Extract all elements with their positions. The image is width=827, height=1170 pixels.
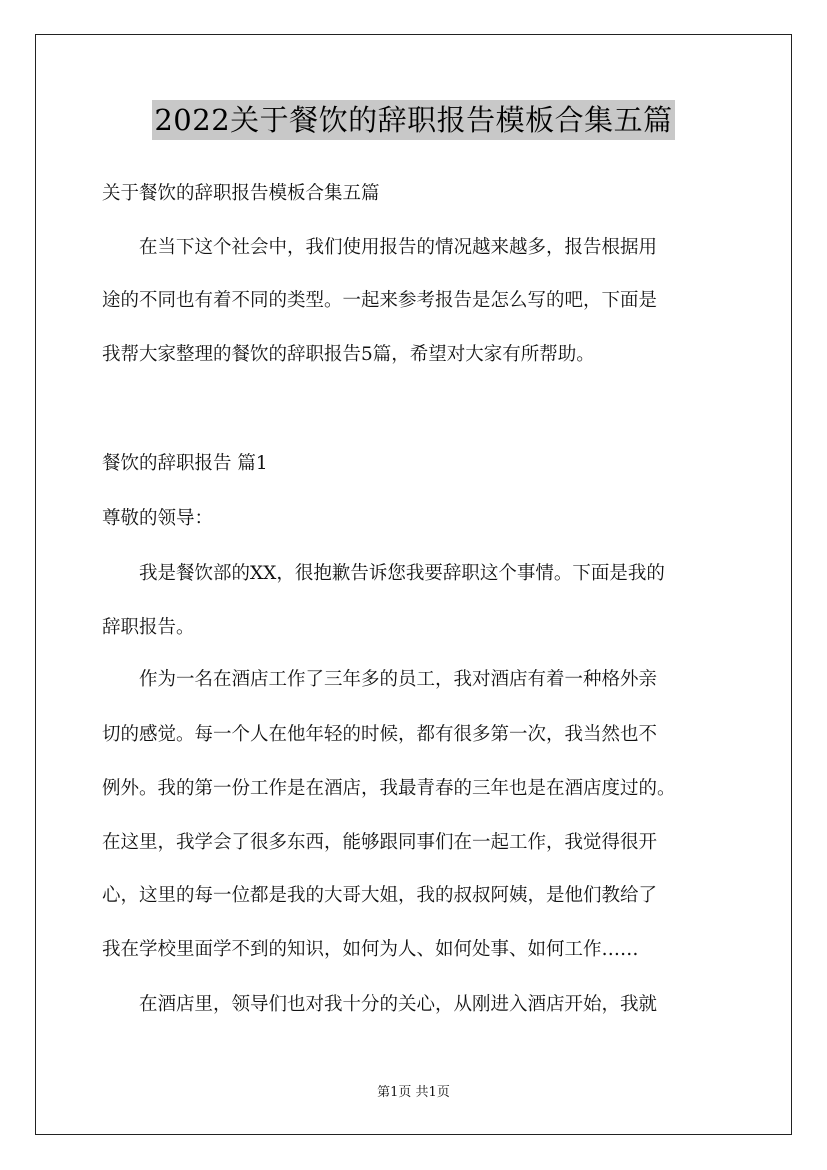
subtitle-line: 关于餐饮的辞职报告模板合集五篇 (102, 183, 380, 204)
body-line: 在当下这个社会中，我们使用报告的情况越来越多，报告根据用 (102, 237, 658, 258)
body-line: 在酒店里，领导们也对我十分的关心，从刚进入酒店开始，我就 (102, 994, 658, 1015)
salutation: 尊敬的领导： (102, 508, 214, 529)
body-line: 我在学校里面学不到的知识，如何为人、如何处事、如何工作…… (102, 939, 639, 960)
title-container (0, 100, 827, 140)
section-heading: 餐饮的辞职报告 篇1 (102, 453, 268, 474)
page-footer: 第1页 共1页 (377, 1085, 450, 1100)
body-line: 作为一名在酒店工作了三年多的员工，我对酒店有着一种格外亲 (102, 669, 658, 690)
body-line: 切的感觉。每一个人在他年轻的时候，都有很多第一次，我当然也不 (102, 724, 658, 745)
body-line: 在这里，我学会了很多东西，能够跟同事们在一起工作，我觉得很开 (102, 832, 658, 853)
body-line: 我帮大家整理的餐饮的辞职报告5篇，希望对大家有所帮助。 (102, 344, 595, 365)
body-line: 途的不同也有着不同的类型。一起来参考报告是怎么写的吧，下面是 (102, 290, 658, 311)
body-line: 辞职报告。 (102, 617, 195, 638)
body-line: 例外。我的第一份工作是在酒店，我最青春的三年也是在酒店度过的。 (102, 778, 676, 799)
document-title: 2022关于餐饮的辞职报告模板合集五篇 (152, 100, 674, 140)
body-line: 我是餐饮部的XX，很抱歉告诉您我要辞职这个事情。下面是我的 (102, 563, 665, 584)
body-line: 心，这里的每一位都是我的大哥大姐，我的叔叔阿姨，是他们教给了 (102, 885, 658, 906)
